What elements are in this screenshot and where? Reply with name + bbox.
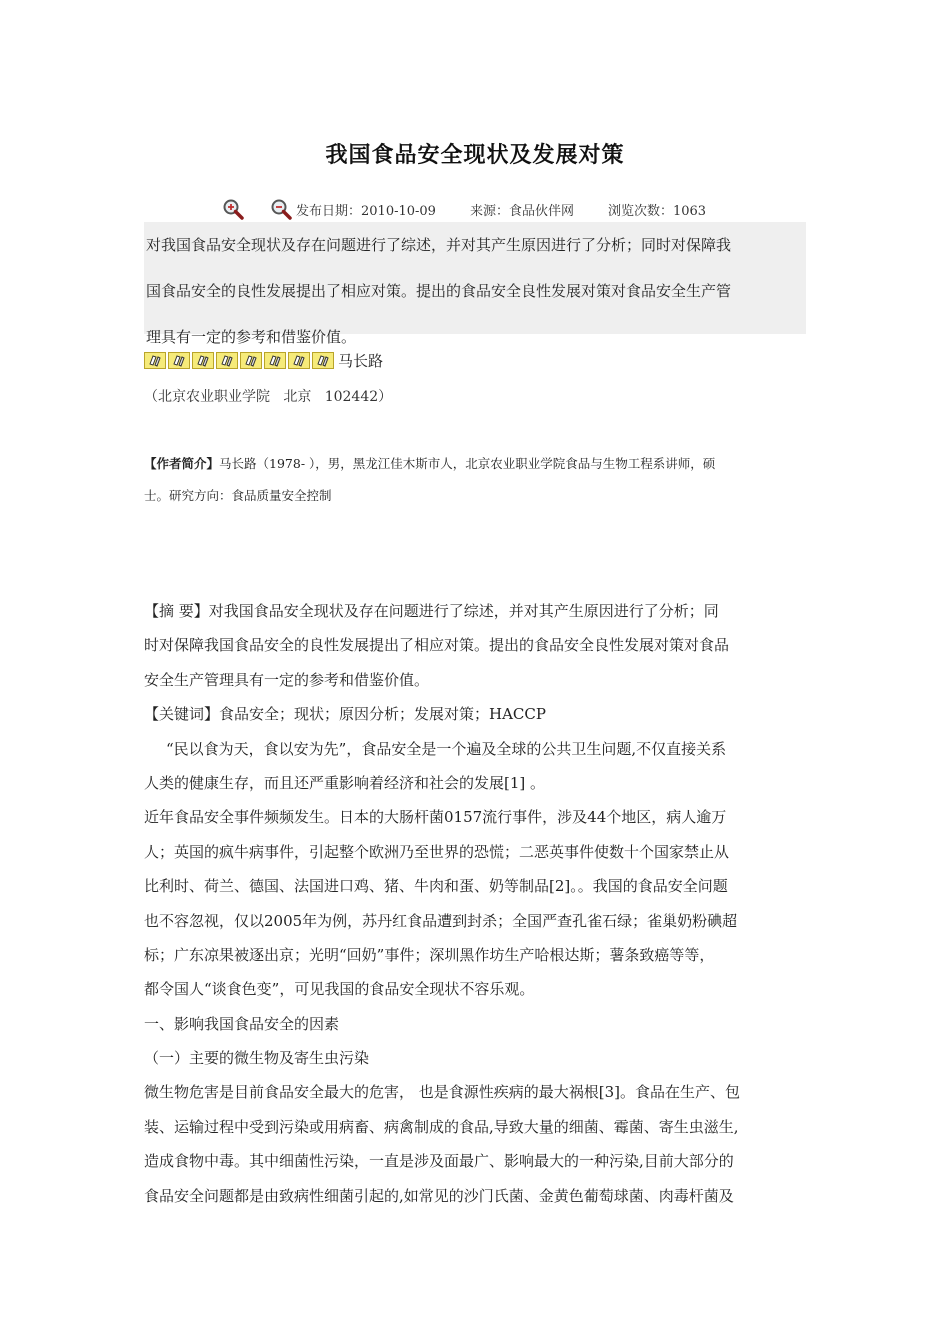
body-line: 近年食品安全事件频频发生。日本的大肠杆菌0157流行事件，涉及44个地区，病人逾万 (144, 808, 727, 827)
body-line: 比利时、荷兰、德国、法国进口鸡、猪、牛肉和蛋、奶等制品[2]。。我国的食品安全问题 (144, 877, 728, 896)
summary-line: 国食品安全的良性发展提出了相应对策。提出的食品安全良性发展对策对食品安全生产管 (146, 282, 732, 300)
author-bio (144, 448, 808, 512)
rating-star-icon (312, 352, 334, 369)
rating-star-icon (192, 352, 214, 369)
body-line: 都令国人“谈食色变”，可见我国的食品安全现状不容乐观。 (144, 980, 535, 999)
body-line: 装、运输过程中受到污染或用病畜、病禽制成的食品,导致大量的细菌、霉菌、寄生虫滋生, (144, 1117, 739, 1136)
rating-star-icon (168, 352, 190, 369)
body-line: 造成食物中毒。其中细菌性污染，一直是涉及面最广、影响最大的一种污染,目前大部分的 (144, 1152, 734, 1171)
body-line: 也不容忽视，仅以2005年为例，苏丹红食品遭到封杀；全国严查孔雀石绿；雀巢奶粉碘超 (144, 911, 738, 930)
summary-box (144, 222, 806, 346)
body-line: 【摘 要】对我国食品安全现状及存在问题进行了综述，并对其产生原因进行了分析；同 (144, 602, 719, 620)
bio-label: 【作者简介】 (144, 456, 220, 471)
publish-date: 发布日期：2010-10-09 (296, 203, 436, 219)
rating-star-icon (144, 352, 166, 369)
source-label: 来源：食品伙伴网 (469, 203, 574, 219)
summary-line: 对我国食品安全现状及存在问题进行了综述，并对其产生原因进行了分析；同时对保障我 (146, 236, 732, 254)
view-count: 浏览次数：1063 (607, 203, 707, 219)
body-line: 人类的健康生存，而且还严重影响着经济和社会的发展[1] 。 (144, 773, 546, 792)
body-line: 标；广东凉果被逐出京；光明“回奶”事件；深圳黑作坊生产哈根达斯；薯条致癌等等， (144, 945, 715, 964)
bio-text: 士。研究方向：食品质量安全控制 (144, 488, 332, 503)
rating-star-icon (288, 352, 310, 369)
body-line: 微生物危害是目前食品安全最大的危害， 也是食源性疾病的最大祸根[3]。食品在生产、包 (144, 1083, 741, 1102)
body-line: 人；英国的疯牛病事件，引起整个欧洲乃至世界的恐慌；二恶英事件使数十个国家禁止从 (144, 842, 730, 861)
body-line: 食品安全问题都是由致病性细菌引起的,如常见的沙门氏菌、金黄色葡萄球菌、肉毒杆菌及 (144, 1186, 734, 1205)
zoom-out-icon[interactable] (270, 198, 292, 220)
author-affiliation: （北京农业职业学院 北京 102442） (144, 389, 393, 405)
body-line: 时对保障我国食品安全的良性发展提出了相应对策。提出的食品安全良性发展对策对食品 (144, 636, 730, 655)
bio-text: 马长路（1978- ），男，黑龙江佳木斯市人，北京农业职业学院食品与生物工程系讲师，硕 (219, 456, 716, 471)
rating-stars (144, 350, 383, 370)
body-line: 安全生产管理具有一定的参考和借鉴价值。 (144, 670, 430, 689)
article-meta (222, 196, 706, 222)
keywords-line: 【关键词】食品安全；现状；原因分析；发展对策；HACCP (144, 705, 546, 724)
author-name: 马长路 (338, 351, 384, 370)
rating-star-icon (216, 352, 238, 369)
subsection-heading: （一）主要的微生物及寄生虫污染 (144, 1049, 370, 1068)
summary-line: 理具有一定的参考和借鉴价值。 (146, 328, 357, 346)
article-body (144, 594, 816, 1213)
rating-star-icon (240, 352, 262, 369)
rating-star-icon (264, 352, 286, 369)
zoom-in-icon[interactable] (222, 198, 244, 220)
body-line: “民以食为天，食以安为先”，食品安全是一个遍及全球的公共卫生问题,不仅直接关系 (166, 739, 727, 758)
section-heading: 一、影响我国食品安全的因素 (144, 1014, 340, 1033)
article-title: 我国食品安全现状及发展对策 (325, 143, 625, 168)
